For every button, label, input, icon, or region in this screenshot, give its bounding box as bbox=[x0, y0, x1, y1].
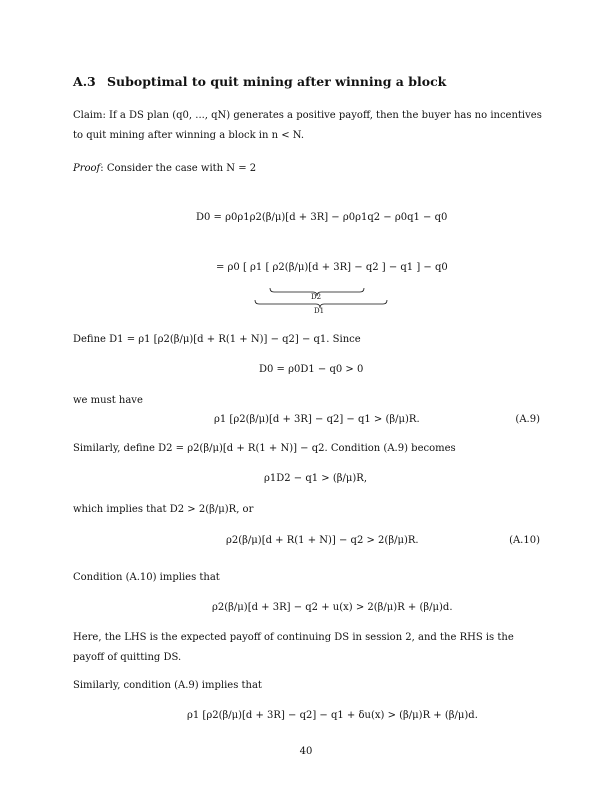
claim-paragraph: Claim: If a DS plan (q0, ..., qN) generates a positive payoff, then the buyer has no incentives to quit mining after winning a block in n < N. bbox=[73, 110, 542, 141]
equation-a10: ρ2(β/μ)[d + R(1 + N)] − q2 > 2(β/μ)R. bbox=[226, 535, 419, 546]
brace-label-d2: D2 bbox=[311, 293, 322, 301]
similarly-d2-paragraph: Similarly, define D2 = ρ2(β/μ)[d + R(1 + N)] − q2. Condition (A.9) becomes bbox=[73, 443, 456, 454]
proof-text: : Consider the case with N = 2 bbox=[100, 163, 257, 174]
equation-d0-simple: D0 = ρ0D1 − q0 > 0 bbox=[259, 364, 364, 375]
condition-a10-text: Condition (A.10) implies that bbox=[73, 572, 220, 583]
we-must-have-text: we must have bbox=[73, 395, 143, 406]
equation-rho1-d2: ρ1D2 − q1 > (β/μ)R, bbox=[264, 473, 368, 484]
similarly-a9-text: Similarly, condition (A.9) implies that bbox=[73, 680, 262, 691]
proof-label: Proof bbox=[73, 163, 101, 174]
equation-a9: ρ1 [ρ2(β/μ)[d + 3R] − q2] − q1 > (β/μ)R. bbox=[214, 414, 420, 425]
equation-tag-a9: (A.9) bbox=[515, 414, 540, 425]
brace-label-d1: D1 bbox=[314, 307, 325, 315]
define-d1-paragraph: Define D1 = ρ1 [ρ2(β/μ)[d + R(1 + N)] − q2] − q1. Since bbox=[73, 334, 361, 345]
section-number: A.3 bbox=[73, 74, 96, 89]
equation-final: ρ1 [ρ2(β/μ)[d + 3R] − q2] − q1 + δu(x) > (β/μ)R + (β/μ)d. bbox=[187, 710, 478, 721]
equation-a10-implication: ρ2(β/μ)[d + 3R] − q2 + u(x) > 2(β/μ)R + (β/μ)d. bbox=[212, 602, 453, 613]
section-title: Suboptimal to quit mining after winning a block bbox=[107, 74, 447, 89]
page-number: 40 bbox=[299, 746, 313, 757]
equation-d0-line1: D0 = ρ0ρ1ρ2(β/μ)[d + 3R] − ρ0ρ1q2 − ρ0q1 − q0 bbox=[196, 212, 448, 223]
equation-tag-a10: (A.10) bbox=[509, 535, 540, 546]
here-paragraph: Here, the LHS is the expected payoff of continuing DS in session 2, and the RHS is the payoff of quitting DS. bbox=[73, 632, 514, 663]
equation-d0-line2: = ρ0 [ ρ1 [ ρ2(β/μ)[d + 3R] − q2 ] − q1 ] − q0 bbox=[216, 262, 448, 273]
implies-d2-text: which implies that D2 > 2(β/μ)R, or bbox=[73, 504, 254, 515]
